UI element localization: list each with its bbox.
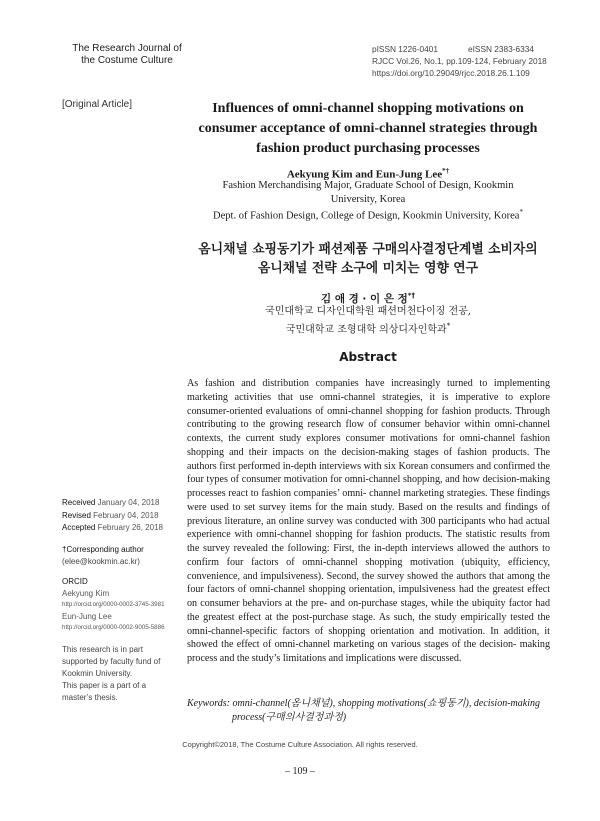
affiliations-en <box>186 179 550 223</box>
accepted-label: Accepted <box>62 523 96 532</box>
corresponding-email[interactable]: (elee@kookmin.ac.kr) <box>62 556 140 566</box>
journal-title-line2: the Costume Culture <box>81 55 173 66</box>
keywords <box>187 697 550 724</box>
keywords-line2: process(구매의사결정과정) <box>232 711 347 723</box>
title-en <box>186 99 550 159</box>
title-en-line1: Influences of omni-channel shopping motivations on <box>212 101 524 116</box>
affil-en-line1: Fashion Merchandising Major, Graduate School of Design, Kookmin <box>222 180 514 191</box>
keywords-line1: omni-channel(옴니채널), shopping motivations(쇼핑동기), decision-making <box>232 698 540 709</box>
affil-en-mark: * <box>519 208 523 216</box>
authors-ko-names: 김 애 경 · 이 은 정 <box>321 293 408 305</box>
issn-block <box>372 43 552 79</box>
orcid-label: ORCID <box>62 576 88 586</box>
title-en-line3: fashion product purchasing processes <box>256 141 480 156</box>
article-type: [Original Article] <box>62 99 133 110</box>
accepted-row <box>62 522 180 535</box>
affil-ko-line2: 국민대학교 조형대학 의상디자인학과 <box>285 324 447 336</box>
authors-ko <box>186 291 550 306</box>
title-en-line2: consumer acceptance of omni-channel strategies through <box>198 121 538 136</box>
journal-title <box>62 43 192 67</box>
authors-en-mark: *† <box>442 167 450 175</box>
copyright-notice: Copyright©2018, The Costume Culture Association. All rights reserved. <box>182 740 418 749</box>
funding-line2: supported by faculty fund of <box>62 656 161 666</box>
revised-row <box>62 510 180 523</box>
title-ko-line1: 옴니채널 쇼핑동기가 패션제품 구매의사결정단계별 소비자의 <box>198 242 538 257</box>
article-sidebar <box>62 497 180 704</box>
abstract-body: As fashion and distribution companies have increasingly turned to implementing marketing activities that use omni-channel strategies, it is imperative to explore consumer-oriented evaluations of omni-channel shopping for fashion products. Through contributing to the growing research flow of consumer behavior within omni-channel contexts, the current study explores consumer motivations for omni-channel fashion shopping and their impacts on the decision-making stages of fashion products. The authors first performed in-depth interviews with six Korean consumers and confirmed the four types of consumer motivation for omni-channel shopping, and how decision-making processes react to fashion companies’ omni- channel marketing strategies. These findings were used to set survey items for the main study. Based on the results and findings of previous literature, an online survey was conducted with 300 participants who had actual experience with omni-channel shopping for fashion products. The statistic results from the survey revealed the following: First, the in-depth interviews allowed the authors to confirm four factors of omni-channel shopping motivation (ubiquity, efficiency, convenience, and impulsiveness). Second, the survey showed the authors that among the four factors of omni-channel shopping orientation, impulsiveness had the greatest effect on consumer behaviors at the pre- and on-purchase stages, while the ubiquity factor had the greatest effect at the post-purchase stage. As such, the study empirically tested the omni-channel-specific factors of shopping orientation and motivation. In addition, it showed the effect of omni-channel marketing on various stages of the decision- making process and the study’s limitations and implications were discussed. <box>187 378 550 664</box>
funding-line3: Kookmin University. <box>62 668 133 678</box>
affil-ko-mark: * <box>446 322 451 330</box>
funding-line1: This research is in part <box>62 644 143 654</box>
accepted-date: February 26, 2018 <box>97 523 163 532</box>
orcid-link-2[interactable]: http://orcid.org/0000-0002-9005-5886 <box>62 624 165 631</box>
citation: RJCC Vol.26, No.1, pp.109-124, February 2018 <box>372 56 547 66</box>
revised-date: February 04, 2018 <box>93 510 159 520</box>
orcid-name-1: Aekyung Kim <box>62 588 110 598</box>
eissn: eISSN 2383-6334 <box>468 44 534 54</box>
revised-label: Revised <box>62 510 91 520</box>
authors-en-names: Aekyung Kim and Eun-Jung Lee <box>286 168 443 181</box>
funding-note <box>62 644 180 680</box>
affil-en-line2: University, Korea <box>330 193 406 205</box>
abstract-heading: Abstract <box>339 350 397 364</box>
pissn: pISSN 1226-0401 <box>372 44 438 54</box>
corresponding-author-label: †Corresponding author <box>62 544 144 554</box>
affil-en-line3: Dept. of Fashion Design, College of Design, Kookmin University, Korea <box>213 210 520 222</box>
thesis-note <box>62 680 180 704</box>
title-ko-line2: 옴니채널 전략 소구에 미치는 영향 연구 <box>257 260 479 276</box>
page-number: – 109 – <box>285 766 315 777</box>
affil-ko-line1: 국민대학교 디자인대학원 패션머천다이징 전공, <box>265 306 471 317</box>
doi-link[interactable]: https://doi.org/10.29049/rjcc.2018.26.1.109 <box>372 68 530 78</box>
affiliations-ko <box>186 305 550 337</box>
received-date: January 04, 2018 <box>97 498 160 507</box>
journal-title-line1: The Research Journal of <box>72 43 182 54</box>
thesis-line2: master’s thesis. <box>62 692 118 702</box>
received-row <box>62 497 180 510</box>
orcid-link-1[interactable]: http://orcid.org/0000-0002-3745-3981 <box>62 601 165 608</box>
thesis-line1: This paper is a part of a <box>62 680 147 690</box>
received-label: Received <box>62 498 96 507</box>
orcid-name-2: Eun-Jung Lee <box>62 611 112 621</box>
authors-ko-mark: *† <box>407 291 415 300</box>
title-ko <box>186 241 550 278</box>
keywords-label: Keywords: <box>187 698 230 709</box>
